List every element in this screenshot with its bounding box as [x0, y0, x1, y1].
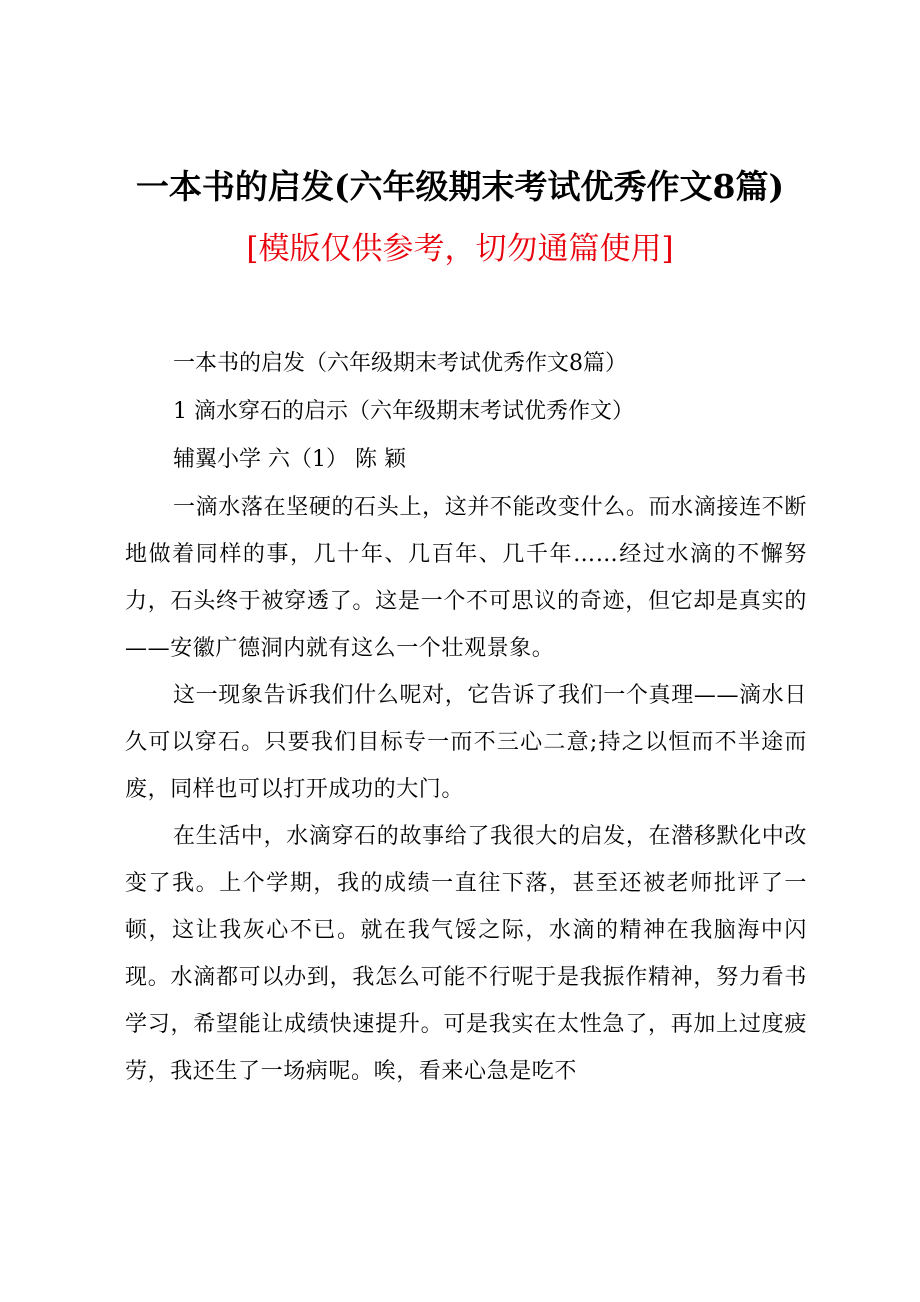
paragraph: 一滴水落在坚硬的石头上，这并不能改变什么。而水滴接连不断地做着同样的事，几十年、几百年、几千年……经过水滴的不懈努力，石头终于被穿透了。这是一个不可思议的奇迹，但它却是真实的——安徽广德洞内就有这么一个壮观景象。 — [125, 495, 807, 661]
author-line: 辅翼小学 六（1） 陈 颖 — [173, 447, 406, 472]
paragraph: 这一现象告诉我们什么呢对，它告诉了我们一个真理——滴水日久可以穿石。只要我们目标专一而不三心二意;持之以恒而不半途而废，同样也可以打开成功的大门。 — [125, 683, 807, 802]
collection-heading: 一本书的启发（六年级期末考试优秀作文8篇） — [173, 351, 627, 376]
essay-title: 1 滴水穿石的启示（六年级期末考试优秀作文） — [173, 399, 634, 424]
document-body — [125, 340, 807, 1095]
paragraph: 在生活中，水滴穿石的故事给了我很大的启发，在潜移默化中改变了我。上个学期，我的成绩一直往下落，甚至还被老师批评了一顿，这让我灰心不已。就在我气馁之际，水滴的精神在我脑海中闪现。水滴都可以办到，我怎么可能不行呢于是我振作精神，努力看书学习，希望能让成绩快速提升。可是我实在太性急了，再加上过度疲劳，我还生了一场病呢。唉，看来心急是吃不 — [125, 824, 807, 1084]
template-notice: [模版仅供参考，切勿通篇使用] — [246, 231, 674, 267]
document-title: 一本书的启发(六年级期末考试优秀作文8篇) — [135, 167, 785, 206]
